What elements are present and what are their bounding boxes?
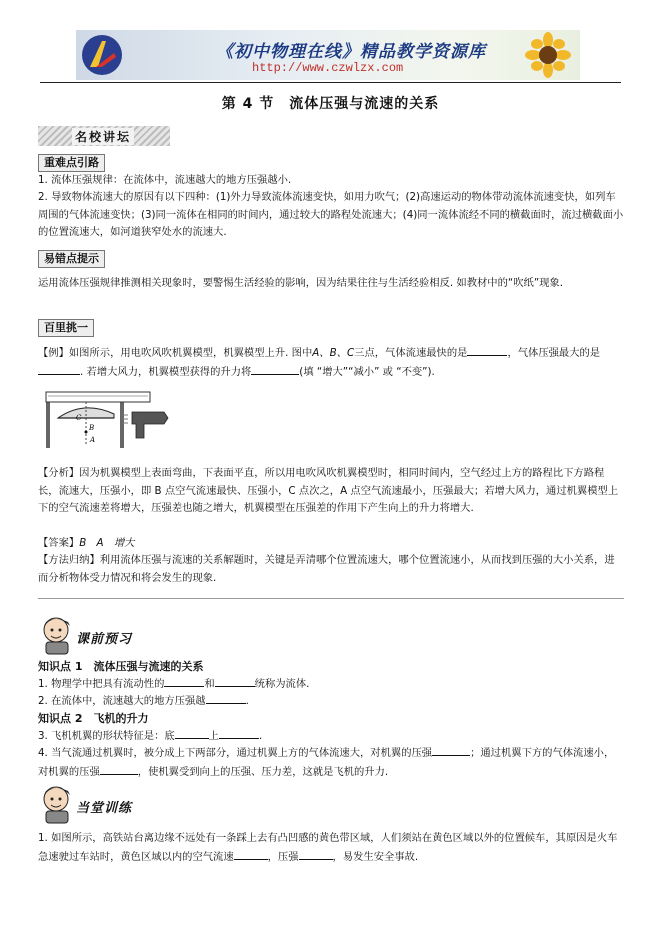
answer-blank[interactable]: [251, 363, 299, 375]
answer-blank[interactable]: [175, 727, 209, 739]
figure-label-a: A: [90, 436, 96, 444]
answer-blank[interactable]: [215, 675, 255, 687]
kp1-title: 知识点 1 流体压强与流速的关系: [38, 660, 204, 673]
answer-blank[interactable]: [206, 692, 246, 704]
example-analysis: 【分析】因为机翼模型上表面弯曲，下表面平直，所以用电吹风吹机翼模型时，相同时间内，空气经过上方的路程比下方路程长，流速大，压强小，即 B 点空气流速最快、压强小，C 点次之，A 点空气流速最小，压强最大；若增大风力，通过机翼模型上下的空气流速差将增大，压强差也随之增大，机翼模型在压强差的作用下产生向上的升力将增大.: [38, 467, 619, 514]
yccts-p1: 运用流体压强规律推测相关现象时，要警惕生活经验的影响，因为结果往往与生活经验相反. 如教材中的“吹纸”现象.: [38, 277, 564, 289]
mascot-boy-icon: [38, 783, 78, 825]
page-title: 第 4 节 流体压强与流速的关系: [221, 96, 440, 112]
figure-label-b: B: [89, 424, 95, 432]
zndyl-p1: 1. 流体压强规律：在流体中，流速越大的地方压强越小.: [38, 174, 292, 186]
example-q-part: . 若增大风力，机翼模型获得的升力将: [80, 365, 252, 378]
site-logo-icon: [80, 33, 124, 77]
kqyx-q4-part: ；通过机翼下方的气体流速小，对机翼的压强: [38, 747, 615, 778]
answer-blank[interactable]: [219, 727, 259, 739]
kqyx-q2: [38, 692, 624, 711]
answer-blank[interactable]: [100, 763, 138, 775]
banner-title: 《初中物理在线》精品教学资源库: [216, 42, 486, 62]
answer-blank[interactable]: [164, 675, 204, 687]
dtxl-q1: [38, 830, 624, 866]
answer-blank[interactable]: [467, 344, 507, 356]
example-q-part: (填 “增大”“减小” 或 “不变”).: [299, 365, 435, 378]
figure-label-c: C: [76, 414, 82, 422]
kqyx-q3: [38, 727, 624, 746]
kqyx-q3-part: 3. 飞机机翼的形状特征是：底: [38, 730, 175, 742]
kqyx-q1-part: 1. 物理学中把具有流动性的: [38, 678, 165, 690]
example-q-part: 【例】如图所示，用电吹风吹机翼模型，机翼模型上升. 图中: [38, 347, 313, 359]
wing-model-figure: [44, 388, 174, 452]
header-banner: [76, 30, 580, 80]
kqyx-q1: [38, 675, 624, 694]
kqyx-q1-part: 和: [204, 678, 215, 690]
dtxl-q1-part: ，压强: [267, 850, 299, 863]
section-banner-mxjt: [38, 126, 170, 146]
answer-label: 【答案】: [38, 537, 80, 549]
answer-blank[interactable]: [234, 848, 268, 860]
banner-url: http://www.czwlzx.com: [252, 61, 404, 75]
example-q-part: ，气体压强最大的是: [507, 347, 601, 359]
answer-blank[interactable]: [38, 363, 80, 375]
mascot-header-dtxl: [38, 783, 178, 825]
label-zndyl: 重难点引路: [38, 154, 105, 172]
kqyx-q4: [38, 744, 624, 781]
kqyx-q3-part: .: [258, 730, 263, 742]
example-method: 【方法归纳】利用流体压强与流速的关系解题时，关键是弄清哪个位置流速大，哪个位置流速小，从而找到压强的大小关系，进而分析物体受力情况和将会发生的现象.: [38, 554, 615, 584]
label-bltx: 百里挑一: [38, 319, 94, 337]
kqyx-q4-part: ，使机翼受到向上的压强、压力差，这就是飞机的升力.: [137, 765, 389, 778]
dtxl-q1-part: ，易发生安全事故.: [332, 850, 419, 863]
example-q-part: 三点，气体流速最快的是: [354, 347, 468, 359]
mascot-boy-icon: [38, 614, 78, 656]
label-yccts: 易错点提示: [38, 250, 105, 268]
sunflower-icon: [518, 32, 574, 78]
example-question: [38, 344, 624, 381]
example-points: A、B、C: [312, 347, 355, 359]
kqyx-q1-part: 统称为流体.: [254, 678, 310, 690]
section-divider: [38, 598, 624, 599]
example-answer: [38, 535, 624, 553]
kqyx-q3-part: 上: [208, 730, 219, 742]
zndyl-p2: 2. 导致物体流速大的原因有以下四种：(1)外力导致流体流速变快，如用力吹气；(2)高速运动的物体带动流体流速变快，如列车周围的气体流速变快；(3)同一流体在相同的时间内，通过较大的路程处流速大；(4)同一流体流经不同的横截面时，流过横截面小的位置流速大，如河道狭窄处水的流速大.: [38, 191, 624, 238]
section-kqyx-label: 课前预习: [76, 632, 133, 647]
section-mxjt-label: 名校讲坛: [72, 128, 134, 145]
answer-blank[interactable]: [432, 744, 470, 756]
point-a-marker: [85, 431, 88, 434]
dtxl-q1-part: 1. 如图所示，高铁站台离边缘不远处有一条踩上去有凸凹感的黄色带区域，人们须站在黄色区域以外的位置候车，其原因是火车急速驶过车站时，黄色区域以内的空气流速: [38, 832, 618, 863]
kp2-title: 知识点 2 飞机的升力: [38, 712, 149, 725]
mascot-header-kqyx: [38, 614, 178, 656]
kqyx-q2-part: .: [245, 695, 249, 707]
answer-value: B A 增大: [79, 537, 135, 549]
section-dtxl-label: 当堂训练: [76, 801, 133, 816]
kqyx-q4-part: 4. 当气流通过机翼时，被分成上下两部分，通过机翼上方的气体流速大，对机翼的压强: [38, 747, 433, 759]
kqyx-q2-part: 2. 在流体中，流速越大的地方压强越: [38, 695, 206, 707]
answer-blank[interactable]: [299, 848, 333, 860]
header-rule: [40, 82, 621, 83]
